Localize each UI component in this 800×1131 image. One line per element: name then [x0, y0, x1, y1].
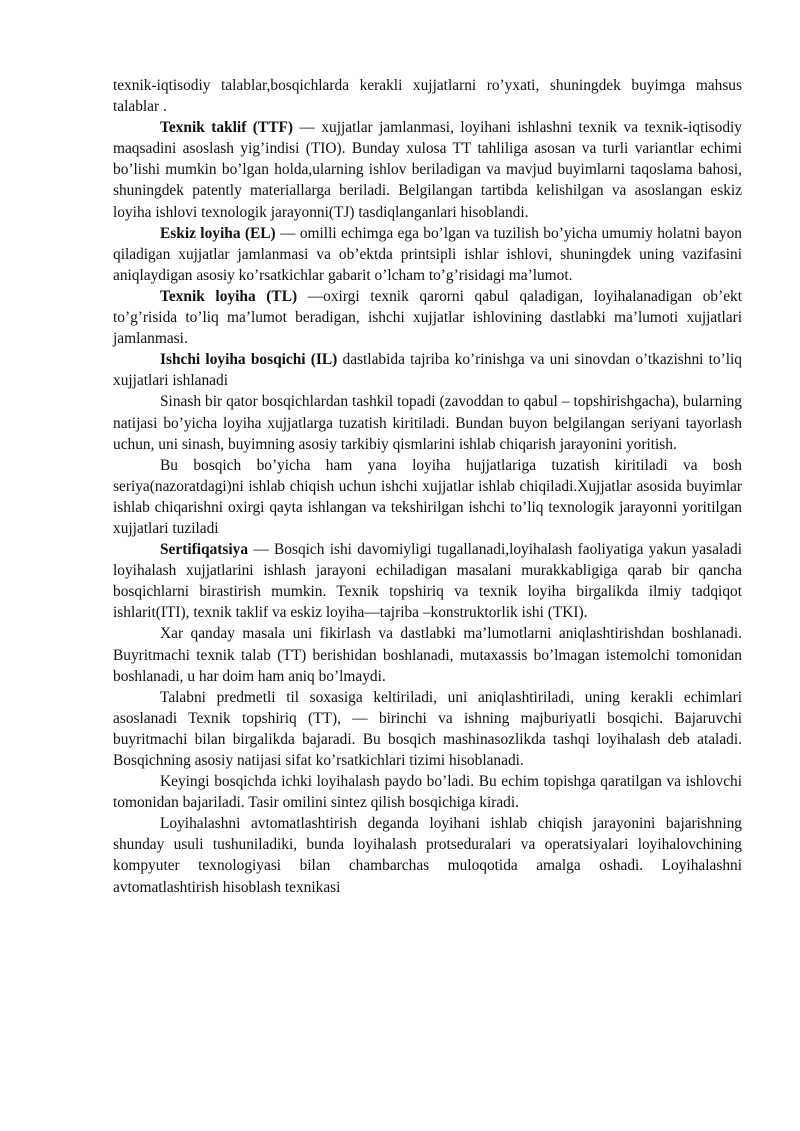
paragraph-9 [113, 623, 742, 686]
paragraph-7 [113, 455, 742, 539]
paragraph-2 [113, 117, 742, 222]
paragraph-term: Sertifiqatsiya [160, 541, 249, 559]
paragraph-text: Talabni predmetli til soxasiga keltiriladi, uni aniqlashtiriladi, uning kerakli echimlari asoslanadi Texnik topshiriq (TT), — birinchi va ishning majburiyatli bosqichi. Bajaruvchi buyritmachi bilan birgalikda bajaradi. Bu bosqich mashinasozlikda tashqi loyihalash deb ataladi. Bosqichning asosiy natijasi sifat ko’rsatkichlari tizimi hisoblanadi. [113, 688, 742, 769]
paragraph-3 [113, 223, 742, 286]
paragraph-term: Texnik taklif (TTF) [160, 119, 293, 137]
paragraph-text: Loyihalashni avtomatlashtirish deganda loyihani ishlab chiqish jarayonini bajarishning shunday usuli tushuniladiki, bunda loyihalash protseduralari va operatsiyalari loyihalovchining kompyuter texnologiyasi bilan chambarchas muloqotida amalga oshadi. Loyihalashni avtomatlashtirish hisoblash texnikasi [113, 815, 742, 896]
paragraph-text: — xujjatlar jamlanmasi, loyihani ishlashni texnik va texnik-iqtisodiy maqsadini asoslash yig’indisi (TIO). Bunday xulosa TT tahliliga asosan va turli variantlar echimi bo’lishi mumkin bo’lgan holda,ularning ishlov beriladigan va mavjud buyimlarni taqoslama bahosi, shuningdek patently materiallarga beriladi. Belgilangan tartibda kelishilgan va asoslangan eskiz loyiha ishlovi texnologik jarayonni(TJ) tasdiqlanganlari hisoblandi. [113, 119, 742, 221]
paragraph-term: Ishchi loyiha bosqichi (IL) [160, 351, 338, 369]
paragraph-text: Bu bosqich bo’yicha ham yana loyiha hujjatlariga tuzatish kiritiladi va bosh seriya(nazoratdagi)ni ishlab chiqish uchun ishchi xujjatlar ishlab chiqiladi.Xujjatlar asosida buyimlar ishlab chiqarishni oxirgi qayta ishlangan va tekshirilgan ishchi to’liq texnologik jarayonni yoritilgan xujjatlari tuziladi [113, 456, 742, 537]
paragraph-6 [113, 391, 742, 454]
paragraph-term: Texnik loyiha (TL) [160, 287, 298, 305]
paragraph-text: —oxirgi texnik qarorni qabul qaladigan, loyihalanadigan ob’ekt to’g’risida to’liq ma’lumot beradigan, ishchi xujjatlar ishlovining dastlabki ma’lumoti xujjatlari jamlanmasi. [113, 287, 743, 348]
paragraph-text: Xar qanday masala uni fikirlash va dastlabki ma’lumotlarni aniqlashtirishdan boshlanadi. Buyritmachi texnik talab (TT) berishidan boshlanadi, mutaxassis bo’lmagan istemolchi tomonidan boshlanadi, u har doim ham aniq bo’lmaydi. [113, 625, 742, 685]
paragraph-term: Eskiz loyiha (EL) [160, 224, 276, 242]
paragraph-10 [113, 687, 742, 771]
paragraph-11 [113, 771, 742, 813]
paragraph-text: Sinash bir qator bosqichlardan tashkil topadi (zavoddan to qabul – topshirishgacha), bularning natijasi bo’yicha loyiha xujjatlarga tuzatish kiritiladi. Bundan buyon belgilangan seriyani tayorlash uchun, uni sinash, buyimning asosiy tarkibiy qismlarini ishlab chiqarish jarayonini yoritish. [113, 393, 742, 453]
document-page [113, 75, 742, 898]
paragraph-text: dastlabida tajriba ko’rinishga va uni sinovdan o’tkazishni to’liq xujjatlari ishlanadi [113, 351, 743, 390]
paragraph-text: Keyingi bosqichda ichki loyihalash paydo bo’ladi. Bu echim topishga qaratilgan va ishlovchi tomonidan bajariladi. Tasir omilini sintez qilish bosqichiga kiradi. [113, 773, 742, 812]
paragraph-8 [113, 539, 742, 623]
paragraph-text: texnik-iqtisodiy talablar,bosqichlarda kerakli xujjatlarni ro’yxati, shuningdek buyimga mahsus talablar . [113, 77, 742, 116]
paragraph-4 [113, 286, 742, 349]
paragraph-text: — omilli echimga ega bo’lgan va tuzilish bo’yicha umumiy holatni bayon qiladigan xujjatlar jamlanmasi va ob’ektda printsipli ishlar ishlovi, shuningdek uning vazifasini aniqlaydigan asosiy ko’rsatkichlar gabarit o’lcham to’g’risidagi ma’lumot. [113, 224, 742, 284]
paragraph-12 [113, 813, 742, 897]
paragraph-5 [113, 349, 742, 391]
paragraph-text: — Bosqich ishi davomiyligi tugallanadi,loyihalash faoliyatiga yakun yasaladi loyihalash xujjatlarini ishlash jarayoni echiladigan masalani murakkabligiga qarab bir qancha bosqichlarni birastirish mumkin. Texnik topshiriq va texnik loyiha birgalikda ilmiy tadqiqot ishlarit(ITI), texnik taklif va eskiz loyiha—tajriba –konstruktorlik ishi (TKI). [113, 541, 742, 622]
paragraph-1 [113, 75, 742, 117]
